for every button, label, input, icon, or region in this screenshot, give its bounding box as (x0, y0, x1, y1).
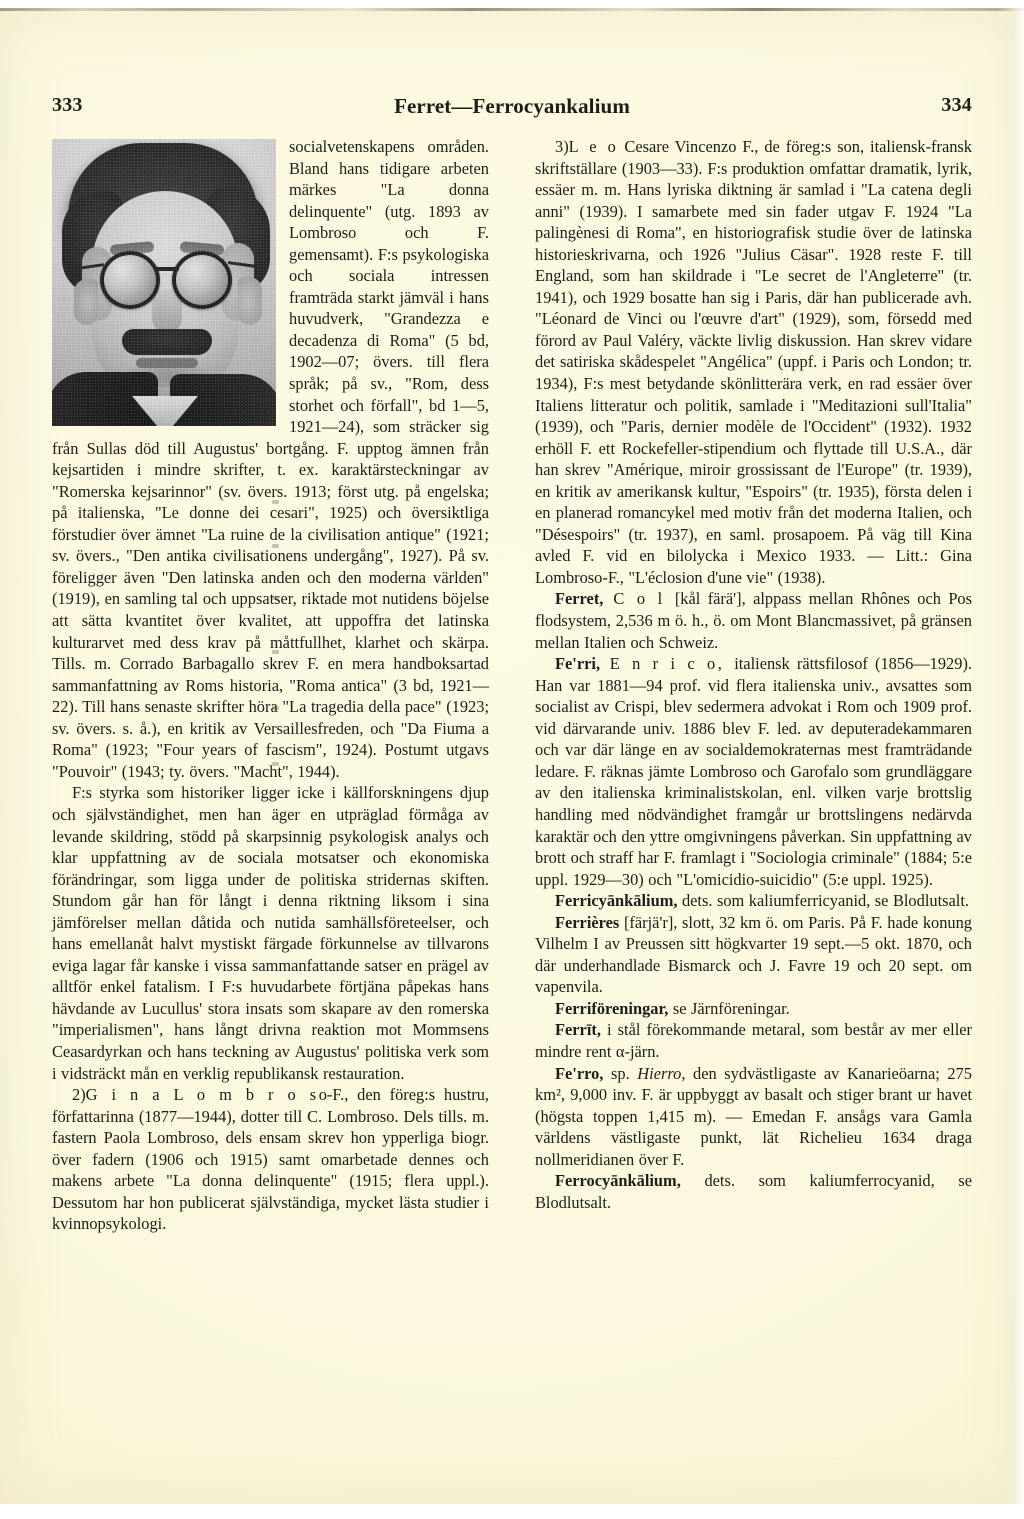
entry-body: se Järnföreningar. (668, 998, 790, 1018)
entry-name-tail: Cesare Vincenzo F., (618, 137, 759, 156)
two-column-body (52, 136, 972, 1401)
entry-body: i stål förekommande metaral, som består av mer eller mindre rent α-järn. (535, 1020, 972, 1061)
paragraph-ferrero-assessment: F:s styrka som historiker ligger icke i källforskningens djup och självständighet, men han äger en utpräglad förmåga av levande skildring, stödd på skarpsinnig psykologisk analys och klar uppfattning av de sociala motsatser och ekonomiska förändringar, som ligga under de politiska stridernas skiften. Stundom går han för långt i denna riktning liksom i sina jämförelser mellan dåtida och nutida samhällsföreteelser, och hans emellanåt halvt mystiskt färgade förkunnelse av tillvarons eviga lagar får kanske i vissa sammanfattande satser en prägel av alltför enkel fatalism. I F:s huvudarbete förtjäna påpekas hans hävdande av Lucullus' stora insats som skapare av den romerska "imperialismen", hans långt drivna reaktion mot Mommsens Ceasardyrkan och hans teckning av Augustus' politiska verk som i vidsträckt mån en verklig republikansk restauration. (52, 783, 489, 1083)
page-number-right: 334 (941, 94, 972, 116)
entry-body: de föreg:s son, italiensk-fransk skriftställare (1903—33). F:s produktion omfattar dramatik, lyrik, essäer m. m. Hans lyriska diktning är samlad i "La catena degli anni" (1939). I samarbete med sin fader utgav F. 1924 "La palingènesi di Roma", en historiografisk studie över de latinska historieskrivarna, och 1926 "Julius Cäsar". 1928 reste F. till England, som han skildrade i "Le secret de l'Angleterre" (tr. 1941), och 1929 bosatte han sig i Paris, där han publicerade avh. "Léonard de Vinci ou l'œuvre d'art" (1929), som, försedd med förord av Paul Valéry, väckte livlig diskussion. Han skrev vidare det satiriska skådespelet "Angélica" (uppf. i Paris och London; tr. 1934), F:s mest betydande skönlitterära verk, en rad essäer över Italiens litteratur och politik, samlade i "Meditazioni sull'Italia" (1939), och "Paris, dernier modèle de l'Occident" (1932). 1932 erhöll F. ett Rockefeller-stipendium och flyttade till U.S.A., där han skrev "Amérique, miroir grossissant de l'Europe" (tr. 1939), en kritik av amerikansk kultur, "Espoirs" (tr. 1935), första delen i en planerad romancykel med motiv från det moderna Italien, och "Désespoirs" (tr. 1937), en saml. prosapoem. På väg till Kina avled F. vid en bilolycka i Mexico 1933. — Litt.: Gina Lombroso-F., "L'éclosion d'une vie" (1938). (535, 137, 973, 587)
entry-name-spaced: G i n a L o m b r o s (85, 1085, 319, 1105)
entry-body: , den sydvästligaste av Kanarieöarna; 275 km², 9,000 inv. F. är uppbyggt av basalt och stiger brant ur havet (högsta toppen 1,415 m). — Emedan F. ansågs vara Gamla världens västligaste punkt, lät Richelieu 1634 draga nollmeridianen över F. (535, 1063, 972, 1169)
entry-ferrieres (535, 912, 972, 998)
entry-gina-lombroso-ferrero (52, 1084, 489, 1235)
spectacles-left-lens (100, 251, 160, 309)
entry-name-spaced: E n r i c o, (600, 654, 735, 674)
entry-headword: Ferrières (555, 912, 620, 932)
entry-body: [färjä'r], slott, 32 km ö. om Paris. På F. hade konung Vilhelm I av Preussen sitt högkvarter 19 sept.—5 okt. 1870, och där underhandlade Bismarck och J. Favre 19 och 20 sept. om vapenvila. (535, 912, 972, 997)
entry-body: italiensk rättsfilosof (1856—1929). Han var 1881—94 prof. vid flera italienska univ., avsattes som socialist av Crispi, blev sedermera advokat i Rom och 1909 prof. vid därvarande univ. 1886 blev F. led. av deputeradekammaren och var där länge en av socialdemokraternas mest framträdande ledare. F. räknas jämte Lombroso och Garofalo som grundläggare av den italienska kriminalistskolan, enl. vilken varje brottslig handling med nödvändighet framgår ur brottslingens nedärvda karaktär och den yttre omgivningens påverkan. Sin uppfattning av brott och straff har F. framlagt i "Sociologia criminale" (1884; 5:e uppl. 1929—30) och "L'omicidio-suicidio" (5:e uppl. 1925). (535, 654, 972, 889)
entry-native-name: Hierro (637, 1063, 682, 1083)
entry-name-spaced: C o l (603, 589, 675, 609)
entry-ferret-col (535, 588, 972, 653)
entry-ferriforeningar (535, 998, 972, 1020)
entry-body: den föreg:s hustru, författarinna (1877—1944), dotter till C. Lombroso. Dels tills. m. fastern Paola Lombroso, dels ensam skrev hon ypperliga biogr. över fadern (1906 och 1915) samt omarbetade dennes och makens arbete "La donna delinquente" (1915; flera uppl.). Dessutom har hon publicerat självständiga, mycket lästa studier i kvinnopsykologi. (52, 1085, 489, 1234)
entry-headword: Ferrīt, (555, 1020, 601, 1040)
entry-headword: Ferrocyānkālium, (555, 1171, 681, 1191)
entry-body: dets. som kaliumferricyanid, se Blodlutsalt. (677, 891, 969, 911)
entry-headword: Fe'rro, (555, 1063, 604, 1083)
entry-number: 2) (72, 1085, 86, 1105)
entry-body: [kål färä'], alppass mellan Rhônes och Pos flodsystem, 2,536 m ö. h., ö. om Mont Blancmassivet, på gränsen mellan Italien och Schweiz. (535, 589, 973, 652)
entry-ferrit (535, 1019, 972, 1062)
entry-ferri-enrico (535, 653, 972, 890)
portrait-photo (52, 139, 276, 426)
entry-name-spaced: L e o (568, 137, 619, 156)
spectacles-right-lens (172, 251, 232, 309)
entry-leo-ferrero (535, 136, 972, 588)
right-text-column (535, 136, 972, 1401)
entry-language-label: sp. (603, 1063, 638, 1083)
scanned-page-sheet (0, 8, 1024, 1504)
moustache (122, 329, 212, 355)
entry-ferrocyankalium (535, 1170, 972, 1213)
paragraph-ferrero-works: socialvetenskapens områden. Bland hans tidigare arbeten märkes "La donna delinquente" (utg. 1893 av Lombroso och F. gemensamt). F:s psykologiska och sociala intressen framträda starkt jämväl i hans huvudverk, "Grandezza e decadenza di Roma" (5 bd, 1902—07; övers. till flera språk; på sv., "Rom, dess storhet och förfall", bd 1—5, 1921—24), som sträcker sig från Sullas död till Augustus' bortgång. F. upptog ämnen från kejsartiden i mindre skrifter, t. ex. karaktärsteckningar av "Romerska kejsarinnor" (sv. övers. 1913; först utg. på engelska; på italienska, "Le donne dei cesari", 1925) och översiktliga förstudier över ämnet "La ruine de la civilisation antique" (1921; sv. övers., "Den antika civilisationens undergång", 1927). På sv. föreligger även "Den latinska anden och den moderna världen" (1919), en samling tal och uppsatser, riktade mot nutidens böjelse att sätta kvantitet över kvalitet, att uppoffra det latinska kulturarvet med dess krav på måttfullhet, klarhet och skärpa. Tills. m. Corrado Barbagallo skrev F. en mera handboksartad sammanfattning av Roms historia, "Roma antica" (3 bd, 1921—22). Till hans senaste skrifter höra "La tragedia della pace" (1923; sv. övers. s. å.), en kritik av Versaillesfreden, och "Da Fiuma a Roma" (1923; "Four years of fascism", 1924). Postumt utgavs "Pouvoir" (1943; ty. övers. "Macht", 1944). (52, 137, 489, 781)
running-head-title: Ferret—Ferrocyankalium (394, 94, 630, 118)
entry-name-tail: o-F., (318, 1085, 349, 1105)
entry-headword: Fe'rri, (555, 654, 601, 674)
entry-headword: Ferricyānkālium, (555, 891, 678, 911)
page-header (52, 94, 972, 120)
entry-body: dets. som kaliumferrocyanid, se Blodlutsalt. (535, 1171, 972, 1212)
left-text-column (52, 136, 489, 1401)
entry-ferricyankalium (535, 890, 972, 912)
entry-ferro-hierro (535, 1063, 972, 1171)
page-number-left: 333 (52, 94, 83, 116)
entry-headword: Ferret, (555, 589, 604, 609)
entry-headword: Ferriföreningar, (555, 998, 669, 1018)
entry-number: 3) (555, 137, 569, 156)
scan-top-edge (0, 8, 1024, 11)
portrait-figure (52, 139, 276, 426)
